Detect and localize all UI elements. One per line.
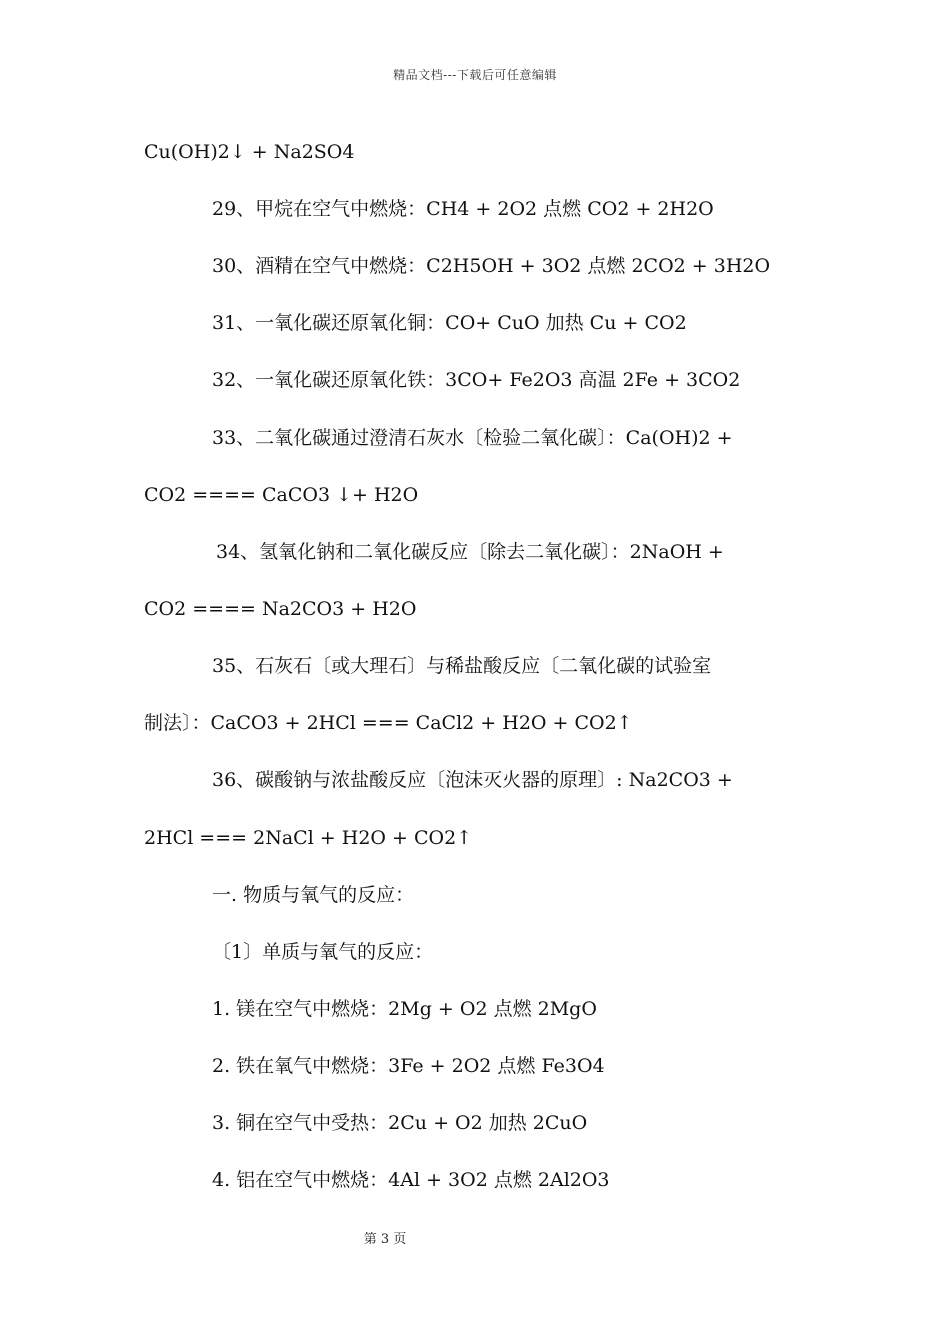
list-item: 4. 铝在空气中燃烧：4Al + 3O2 点燃 2Al2O3 [212,1169,610,1191]
text-line: 35、石灰石〔或大理石〕与稀盐酸反应〔二氧化碳的试验室 [212,655,712,677]
text-line: CO2 ==== CaCO3 ↓+ H2O [144,484,419,506]
text-line: 32、一氧化碳还原氧化铁：3CO+ Fe2O3 高温 2Fe + 3CO2 [212,369,741,391]
list-item: 1. 镁在空气中燃烧：2Mg + O2 点燃 2MgO [212,998,597,1020]
list-item: 3. 铜在空气中受热：2Cu + O2 加热 2CuO [212,1112,588,1134]
subsection-heading: 〔1〕单质与氧气的反应： [212,941,434,963]
list-item: 2. 铁在氧气中燃烧：3Fe + 2O2 点燃 Fe3O4 [212,1055,605,1077]
text-line: 30、酒精在空气中燃烧：C2H5OH + 3O2 点燃 2CO2 + 3H2O [212,255,771,277]
section-heading: 一. 物质与氧气的反应： [212,884,415,906]
page-header: 精品文档---下载后可任意编辑 [393,68,557,82]
text-line: Cu(OH)2↓ + Na2SO4 [144,141,355,163]
page-number: 第 3 页 [363,1232,407,1247]
text-line: 29、甲烷在空气中燃烧：CH4 + 2O2 点燃 CO2 + 2H2O [212,198,714,220]
text-line: 31、一氧化碳还原氧化铜：CO+ CuO 加热 Cu + CO2 [212,312,687,334]
text-line: 36、碳酸钠与浓盐酸反应〔泡沫灭火器的原理〕: Na2CO3 + [212,769,733,791]
text-line: 2HCl === 2NaCl + H2O + CO2↑ [144,827,473,849]
text-line: CO2 ==== Na2CO3 + H2O [144,598,417,620]
text-line: 33、二氧化碳通过澄清石灰水〔检验二氧化碳〕：Ca(OH)2 + [212,427,733,449]
text-line: 制法〕：CaCO3 + 2HCl === CaCl2 + H2O + CO2↑ [144,712,633,734]
text-line: 34、氢氧化钠和二氧化碳反应〔除去二氧化碳〕：2NaOH + [216,541,724,563]
